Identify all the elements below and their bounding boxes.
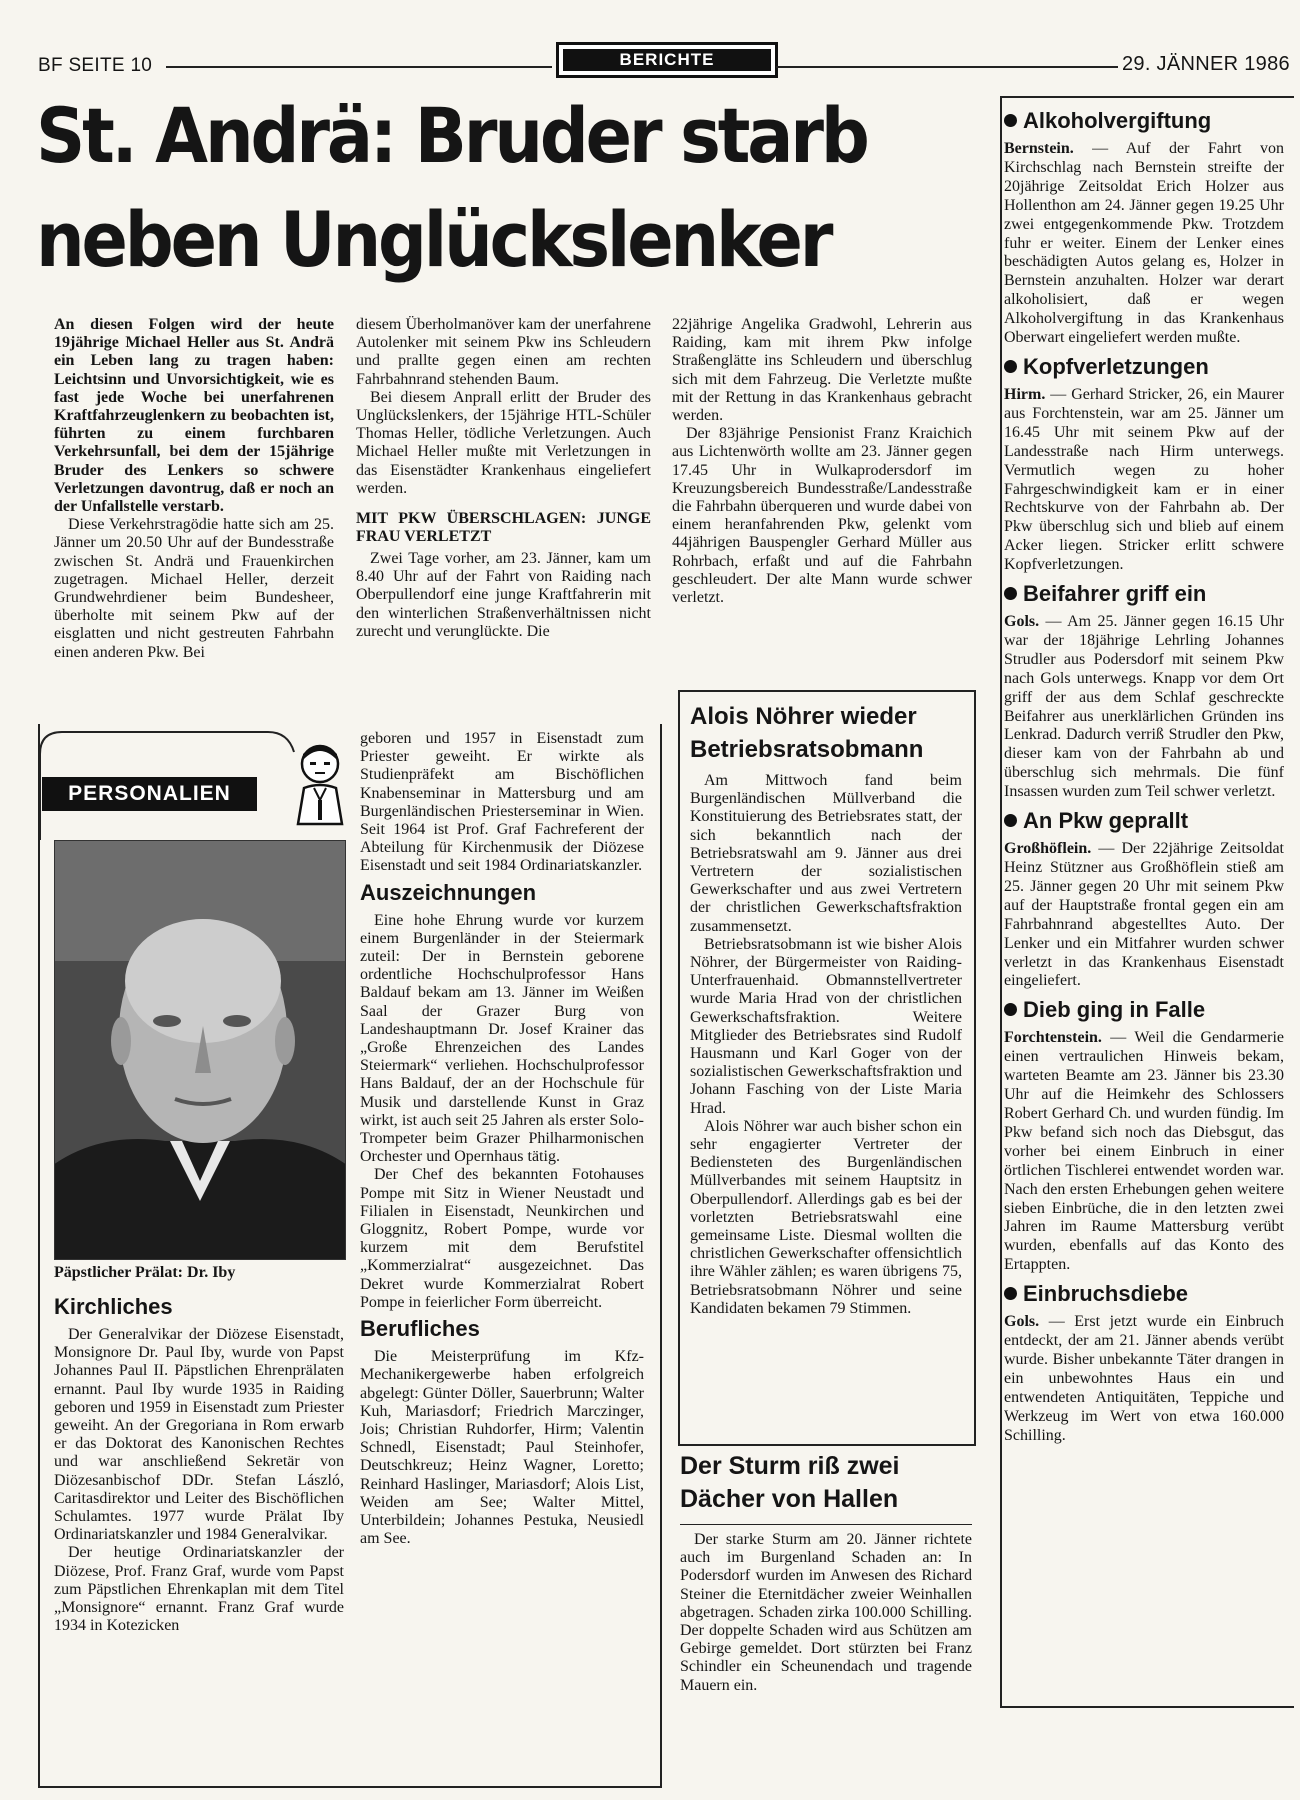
noehrer-title-line1: Alois Nöhrer wieder	[690, 703, 917, 730]
brief-heading: Dieb ging in Falle	[1004, 997, 1284, 1023]
section-tag: BERICHTE	[563, 49, 771, 71]
brief-heading: Beifahrer griff ein	[1004, 581, 1284, 607]
briefs-column	[1004, 104, 1284, 1445]
noehrer-paragraph: Am Mittwoch fand beim Burgenländischen Müllverband die Konstituierung des Betriebsrates statt, der sich bekanntlich nach der Betriebsratswahl am 9. Jänner aus drei Vertretern der sozialistischen Gewerkschafter und aus zwei Vertretern der christlichen Gewerkschaftsfraktion zusammensetzt.	[690, 772, 962, 935]
personalien-paragraph: geboren und 1957 in Eisenstadt zum Priester geweiht. Er wirkte als Studienpräfekt am Bischöflichen Knabenseminar in Mattersburg und am Burgenländischen Priesterseminar in Wien. Seit 1964 ist Prof. Graf Fachreferent der Abteilung für Kirchenmusik der Diözese Eisenstadt und seit 1984 Ordinariatskanzler.	[360, 730, 644, 875]
brief-paragraph: Gols. — Erst jetzt wurde ein Einbruch entdeckt, der am 21. Jänner abends verübt wurde. Bisher unbekannte Täter drangen in ein unbewohntes Haus ein und entwendeten Antiquitäten, Teppiche und Werkzeug im Wert von etwa 160.000 Schilling.	[1004, 1313, 1284, 1444]
brief-paragraph: Forchtenstein. — Weil die Gendarmerie einen vertraulichen Hinweis bekam, warteten Beamte am 23. Jänner bis 23.30 Uhr auf die Heimkehr des Schlossers Robert Gerhard Ch. und wurden fündig. Im Pkw befand sich noch das Diebsgut, das vorher bei einem Einbruch in einer örtlichen Tischlerei entwendet worden war. Nach den ersten Erhebungen gehen weitere sieben Einbrüche, die in den letzten zwei Jahren im Raume Mattersburg verübt wurden, ebenfalls auf das Konto des Ertappten.	[1004, 1029, 1284, 1274]
main-story-paragraph: diesem Überholmanöver kam der unerfahrene Autolenker mit seinem Pkw ins Schleudern und prallte gegen einen am rechten Fahrbahnrand stehenden Baum.	[356, 316, 651, 388]
sturm-title-line1: Der Sturm riß zwei	[680, 1452, 900, 1480]
main-story-subhead: MIT PKW ÜBERSCHLAGEN: JUNGE FRAU VERLETZT	[356, 510, 651, 546]
portrait-photo	[54, 840, 346, 1260]
main-story-paragraph: Bei diesem Anprall erlitt der Bruder des Unglückslenkers, der 15jährige HTL-Schüler Thomas Heller, tödliche Verletzungen. Auch Michael Heller mußte mit Verletzungen in das Eisenstädter Krankenhaus eingeliefert werden.	[356, 388, 651, 497]
personalien-paragraph: Die Meisterprüfung im Kfz-Mechanikergewerbe haben erfolgreich abgelegt: Günter Döller, Sauerbrunn; Walter Kuh, Mariasdorf; Friedrich Marczinger, Jois; Christian Ruhdorfer, Hirm; Valentin Schnedl, Eisenstadt; Paul Steinhofer, Deutschkreuz; Heinz Wagner, Loretto; Reinhard Haslinger, Mariasdorf; Alois List, Weiden am See; Walter Mittel, Unterbildein; Johannes Pestuka, Neusiedl am See.	[360, 1348, 644, 1548]
brief-heading: Kopfverletzungen	[1004, 354, 1284, 380]
personalien-col2	[360, 730, 644, 1548]
noehrer-paragraph: Alois Nöhrer war auch bisher schon ein sehr engagierter Vertreter der Bediensteten des Burgenländischen Müllverbandes mit seinem Hauptsitz in Oberpullendorf. Allerdings gab es bei der vorletzten Betriebsratswahl eine gemeinsame Liste. Diesmal wollten die christlichen Gewerkschafter offensichtlich ihre Wähler zählen; es waren übrigens 75, Betriebsratsobmann Nöhrer und seine Kandidaten bekamen 79 Stimmen.	[690, 1117, 962, 1317]
noehrer-story	[690, 700, 962, 1318]
bullet-icon	[1004, 1287, 1017, 1300]
photo-caption: Päpstlicher Prälat: Dr. Iby	[54, 1264, 236, 1281]
main-story-col3	[672, 316, 972, 607]
sturm-rule	[680, 1524, 972, 1525]
section-tag-box	[556, 42, 778, 78]
berufliches-heading: Berufliches	[360, 1316, 480, 1342]
brief-paragraph: Bernstein. — Auf der Fahrt von Kirchschlag nach Bernstein streifte der 20jährige Zeitsoldat Erich Holzer aus Hollenthon am 24. Jänner gegen 19.25 Uhr zwei entgegenkommende Pkw. Trotzdem fuhr er weiter. Einem der Lenker eines beschädigten Autos gelang es, Holzer in Bernstein anzuhalten. Holzer war derart alkoholisiert, daß er wegen Alkoholvergiftung in das Krankenhaus Oberwart eingeliefert werden mußte.	[1004, 140, 1284, 347]
portrait-image	[55, 841, 345, 1259]
brief-heading: Einbruchsdiebe	[1004, 1281, 1284, 1307]
brief-paragraph: Gols. — Am 25. Jänner gegen 16.15 Uhr war der 18jährige Lehrling Johannes Strudler aus Podersdorf mit seinem Pkw nach Gols unterwegs. Knapp vor dem Ort griff der aus dem Schlaf geschreckte Beifahrer aus unerklärlichen Gründen ins Lenkrad. Dadurch verriß Strudler den Pkw, dieser kam von der Fahrbahn ab und überschlug sich mehrmals. Die fünf Insassen wurden zum Teil schwer verletzt.	[1004, 613, 1284, 801]
main-story-paragraph: Zwei Tage vorher, am 23. Jänner, kam um 8.40 Uhr auf der Fahrt von Raiding nach Oberpullendorf eine junge Kraftfahrerin mit den winterlichen Straßenverhältnissen nicht zurecht und verunglückte. Die	[356, 550, 651, 640]
main-story-col1	[54, 316, 334, 662]
personalien-paragraph: Der heutige Ordinariatskanzler der Diözese, Prof. Franz Graf, wurde vom Papst zum Päpstlichen Ehrenkaplan mit dem Titel „Monsignore“ ernannt. Franz Graf wurde 1934 in Kotezicken	[54, 1544, 344, 1635]
personalien-label: PERSONALIEN	[42, 777, 257, 811]
header-rule-right	[776, 66, 1118, 68]
personalien-paragraph: Der Chef des bekannten Fotohauses Pompe mit Sitz in Wiener Neustadt und Filialen in Eisenstadt, Neunkirchen und Gloggnitz, Robert Pompe, wurde vor kurzem mit dem Berufstitel „Kommerzialrat“ ausgezeichnet. Das Dekret wurde Kommerzialrat Robert Pompe in feierlicher Form überreicht.	[360, 1166, 644, 1311]
bullet-icon	[1004, 814, 1017, 827]
noehrer-title-line2: Betriebsratsobmann	[690, 736, 924, 763]
personalien-paragraph: Eine hohe Ehrung wurde vor kurzem einem Burgenländer in der Steiermark zuteil: Der in Bernstein geborene ordentliche Hochschulprofessor Hans Baldauf bekam am 13. Jänner im Weißen Saal der Grazer Burg von Landeshauptmann Dr. Josef Krainer das „Große Ehrenzeichen des Landes Steiermark“ verliehen. Hochschulprofessor Hans Baldauf, der an der Hochschule für Musik und darstellende Kunst in Graz wirkt, ist auch seit 25 Jahren als erster Solo-Trompeter beim Grazer Philharmonischen Orchester und Opernhaus tätig.	[360, 911, 644, 1166]
sturm-title-line2: Dächer von Hallen	[680, 1485, 899, 1513]
brief-heading: Alkoholvergiftung	[1004, 108, 1284, 134]
kirchliches-heading: Kirchliches	[54, 1294, 173, 1319]
brief-paragraph: Großhöflein. — Der 22jährige Zeitsoldat Heinz Stützner aus Großhöflein stieß am 25. Jänner gegen 20 Uhr mit seinem Pkw auf der Hauptstraße frontal gegen ein am Fahrbahnrand abgestelltes Auto. Der Lenker und ein Mitfahrer wurden schwer verletzt in das Krankenhaus Eisenstadt eingeliefert.	[1004, 840, 1284, 990]
main-headline-line2: neben Unglückslenker	[36, 195, 831, 284]
brief-heading: An Pkw geprallt	[1004, 808, 1284, 834]
personalien-col1	[54, 1290, 344, 1635]
main-story-lead: An diesen Folgen wird der heute 19jährige Michael Heller aus St. Andrä ein Leben lang zu tragen haben: Leichtsinn und Unvorsichtigkeit, wie es fast jede Woche bei unerfahrenen Kraftfahrzeuglenkern zu beobachten ist, führten zu einem furchbaren Verkehrsunfall, bei dem der 15jährige Bruder des Lenkers so schwere Verletzungen davontrug, daß er noch an der Unfallstelle verstarb.	[54, 316, 334, 516]
issue-date: 29. JÄNNER 1986	[1122, 53, 1290, 75]
auszeichnungen-heading: Auszeichnungen	[360, 879, 537, 905]
bullet-icon	[1004, 360, 1017, 373]
main-story-col2	[356, 316, 651, 641]
brief-paragraph: Hirm. — Gerhard Stricker, 26, ein Maurer aus Forchtenstein, war am 25. Jänner um 16.45 Uhr mit seinem Pkw auf der Landesstraße nach Hirm unterwegs. Vermutlich wegen zu hoher Fahrgeschwindigkeit kam er in einer Rechtskurve von der Fahrbahn ab. Der Pkw überschlug sich und blieb auf einem Acker liegen. Stricker erlitt schwere Kopfverletzungen.	[1004, 385, 1284, 574]
bullet-icon	[1004, 587, 1017, 600]
header-rule-left	[166, 66, 552, 68]
noehrer-paragraph: Betriebsratsobmann ist wie bisher Alois Nöhrer, der Bürgermeister von Raiding-Unterfrauenhaid. Obmannstellvertreter wurde Maria Hrad von der christlichen Gewerkschaftsfraktion. Weitere Mitglieder des Betriebsrates sind Rudolf Hausmann und Karl Goger von der sozialistischen Gewerkschaftsfraktion und Johann Fasching von der Liste Maria Hrad.	[690, 935, 962, 1117]
personalien-paragraph: Der Generalvikar der Diözese Eisenstadt, Monsignore Dr. Paul Iby, wurde von Papst Johannes Paul II. Päpstlichen Ehrenprälaten ernannt. Paul Iby wurde 1935 in Raiding geboren und 1959 in Eisenstadt zum Priester geweiht. An der Gregoriana in Rom erwarb er das Doktorat des Kanonischen Rechtes und war anschließend Sekretär von Diözesanbischof DDr. Stefan László, Caritasdirektor und Leiter des Bischöflichen Schulamtes. 1977 wurde Prälat Iby Ordinariatskanzler und 1984 Generalvikar.	[54, 1326, 344, 1544]
main-headline-line1: St. Andrä: Bruder starb	[36, 91, 867, 180]
sturm-story	[680, 1450, 972, 1695]
page-number: BF SEITE 10	[38, 55, 153, 76]
main-story-paragraph: Diese Verkehrstragödie hatte sich am 25. Jänner um 20.50 Uhr auf der Bundesstraße zwischen St. Andrä und Frauenkirchen zugetragen. Michael Heller, derzeit Grundwehrdiener beim Bundesheer, überholte mit seinem Pkw auf der eisglatten und nicht gestreuten Fahrbahn einen anderen Pkw. Bei	[54, 516, 334, 661]
sturm-paragraph: Der starke Sturm am 20. Jänner richtete auch im Burgenland Schaden an: In Podersdorf wurden im Anwesen des Richard Steiner die Eternitdächer zweier Weinhallen abgetragen. Schaden zirka 100.000 Schilling. Der doppelte Schaden wird aus Schützen am Gebirge gemeldet. Dort stürzten bei Franz Schindler ein Scheunendach und tragende Mauern ein.	[680, 1531, 972, 1694]
main-story-paragraph: 22jährige Angelika Gradwohl, Lehrerin aus Raiding, kam mit ihrem Pkw infolge Straßenglätte ins Schleudern und überschlug sich mit dem Fahrzeug. Die Verletzte mußte mit der Rettung in das Krankenhaus gebracht werden.	[672, 316, 972, 425]
main-story-paragraph: Der 83jährige Pensionist Franz Kraichich aus Lichtenwörth wollte am 23. Jänner gegen 17.45 Uhr in Wulkaprodersdorf im Kreuzungsbereich Bundesstraße/Landesstraße die Fahrbahn überqueren und wurde dabei von einem heranfahrenden Pkw, gelenkt vom 44jährigen Bauspengler Gerhard Müller aus Rohrbach, erfaßt und auf die Fahrbahn geschleudert. Der alte Mann wurde schwer verletzt.	[672, 425, 972, 607]
bullet-icon	[1004, 114, 1017, 127]
bullet-icon	[1004, 1003, 1017, 1016]
